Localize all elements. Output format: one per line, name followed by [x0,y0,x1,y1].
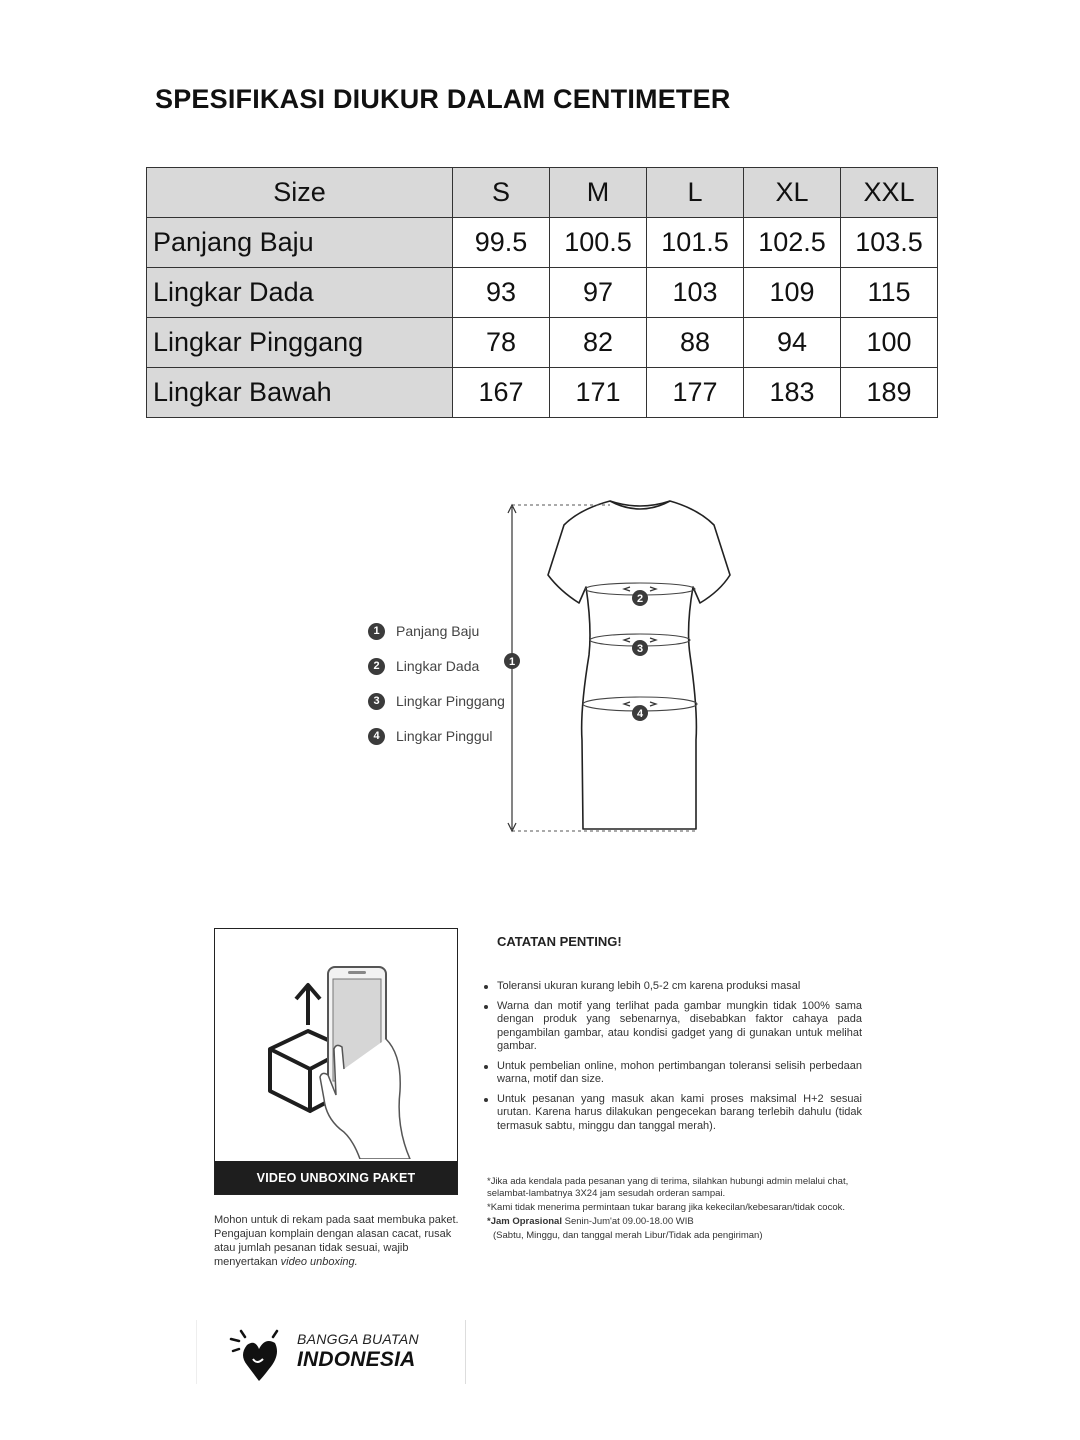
legend-number-badge: 4 [368,728,385,745]
dress-diagram [500,495,740,840]
list-item: Warna dan motif yang terlihat pada gambar mungkin tidak 100% sama dengan produk yang sebenarnya, disebabkan faktor cahaya pada pengambilan gambar, atau kondisi gadget yang di gunakan untuk melihat gambar. [482,1000,862,1054]
unboxing-phone-icon [260,959,420,1159]
legend-number-badge: 1 [368,623,385,640]
legend-label: Lingkar Dada [396,658,480,674]
hours-label: *Jam Oprasional [487,1216,562,1227]
brand-badge [196,1320,466,1384]
table-cell: 82 [550,318,647,368]
table-header-cell: M [550,168,647,218]
table-header-cell: XL [744,168,841,218]
footnote: *Kami tidak menerima permintaan tukar barang jika kekecilan/kebesaran/tidak cocok. [487,1202,846,1213]
row-label: Panjang Baju [147,218,453,268]
marker-1: 1 [508,656,516,668]
legend-number-badge: 2 [368,658,385,675]
legend-label: Lingkar Pinggang [396,693,505,709]
table-cell: 103 [647,268,744,318]
page-title: SPESIFIKASI DIUKUR DALAM CENTIMETER [155,84,731,114]
unboxing-description [214,1213,474,1269]
footnote: *Jika ada kendala pada pesanan yang di terima, silahkan hubungi admin melalui chat, selambat-lambatnya 3X24 jam sesudah orderan sampai. [487,1176,849,1199]
legend-label: Panjang Baju [396,623,480,639]
table-cell: 115 [841,268,938,318]
footnotes [487,1176,877,1244]
table-header-cell: L [647,168,744,218]
table-header-row [147,168,938,218]
table-cell: 167 [453,368,550,418]
unboxing-description-italic: video unboxing. [280,1256,358,1268]
table-header-cell: XXL [841,168,938,218]
table-cell: 109 [744,268,841,318]
table-cell: 177 [647,368,744,418]
notes-title: CATATAN PENTING! [497,934,622,949]
legend-label: Lingkar Pinggul [396,728,493,744]
row-label: Lingkar Pinggang [147,318,453,368]
marker-3: 3 [636,643,644,655]
list-item: Toleransi ukuran kurang lebih 0,5-2 cm karena produksi masal [482,980,862,994]
table-cell: 97 [550,268,647,318]
table-cell: 102.5 [744,218,841,268]
unboxing-card [214,928,458,1195]
table-cell: 100.5 [550,218,647,268]
measurement-legend [368,614,505,754]
unboxing-title-bar: VIDEO UNBOXING PAKET [215,1161,457,1194]
table-header-size: Size [147,168,453,218]
unboxing-description-text: Mohon untuk di rekam pada saat membuka paket. Pengajuan komplain dengan alasan cacat, rusak atau jumlah pesanan tidak sesuai, wajib menyertakan [214,1214,459,1268]
row-label: Lingkar Dada [147,268,453,318]
brand-line2: INDONESIA [297,1348,416,1371]
table-cell: 88 [647,318,744,368]
table-cell: 103.5 [841,218,938,268]
hours-note: (Sabtu, Minggu, dan tanggal merah Libur/Tidak ada pengiriman) [493,1230,763,1241]
table-header-cell: S [453,168,550,218]
list-item: Untuk pembelian online, mohon pertimbangan toleransi selisih perbedaan warna, motif dan size. [482,1060,862,1087]
marker-4: 4 [636,708,644,720]
size-table [146,167,938,418]
legend-item [368,684,505,718]
marker-2: 2 [636,593,644,605]
table-cell: 100 [841,318,938,368]
list-item: Untuk pesanan yang masuk akan kami proses maksimal H+2 sesuai urutan. Karena harus dilakukan pengecekan barang terlebih dahulu (tidak termasuk sabtu, minggu dan tanggal merah). [482,1093,862,1134]
table-row [147,268,938,318]
table-row [147,368,938,418]
legend-item [368,649,505,683]
table-cell: 93 [453,268,550,318]
table-cell: 171 [550,368,647,418]
table-row [147,318,938,368]
brand-line1: BANGGA BUATAN [297,1331,419,1347]
heart-logo-icon [227,1325,289,1383]
table-cell: 101.5 [647,218,744,268]
table-row [147,218,938,268]
table-cell: 78 [453,318,550,368]
hours-value: Senin-Jum'at 09.00-18.00 WIB [561,1216,694,1227]
hours-line [487,1216,877,1228]
dress-outline-icon [548,501,730,829]
table-cell: 183 [744,368,841,418]
table-cell: 189 [841,368,938,418]
notes-list [482,980,862,1139]
row-label: Lingkar Bawah [147,368,453,418]
table-cell: 99.5 [453,218,550,268]
table-cell: 94 [744,318,841,368]
legend-number-badge: 3 [368,693,385,710]
legend-item [368,614,505,648]
legend-item [368,719,505,753]
